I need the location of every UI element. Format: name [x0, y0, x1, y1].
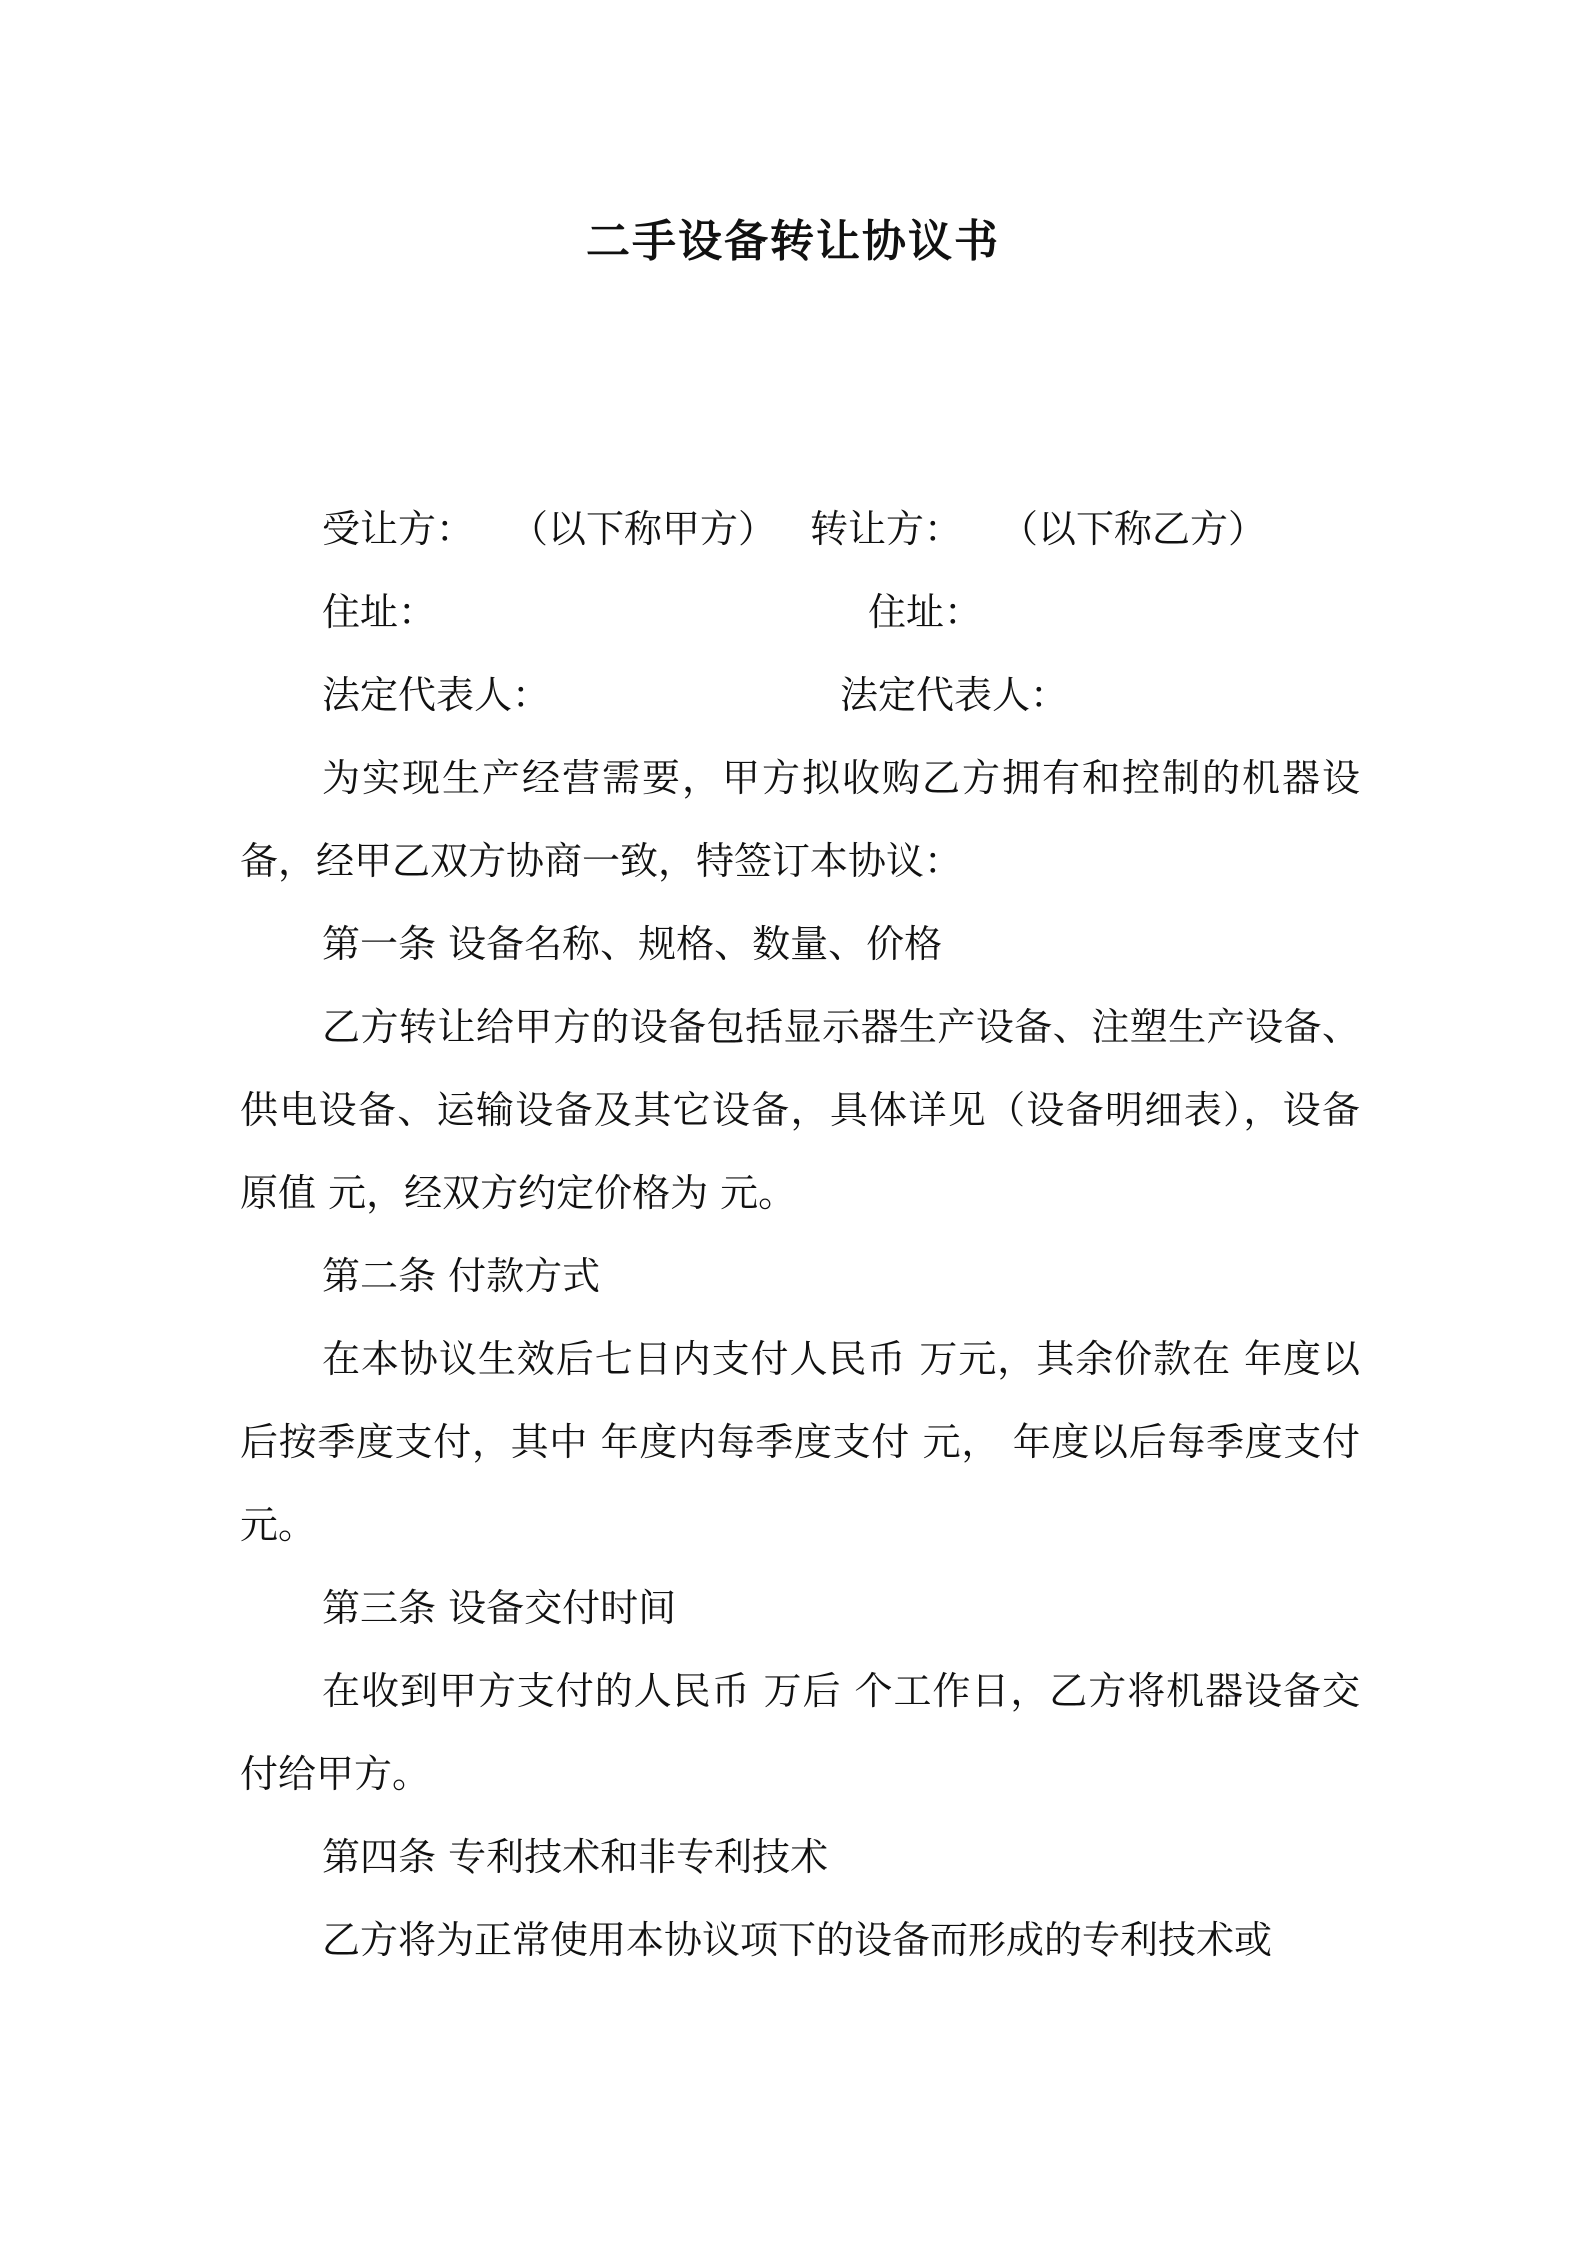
transferor-note: （以下称乙方） — [1000, 507, 1267, 551]
article-4-heading: 第四条 专利技术和非专利技术 — [322, 1835, 829, 1879]
article-2-heading: 第二条 付款方式 — [322, 1254, 601, 1298]
intro-paragraph: 为实现生产经营需要，甲方拟收购乙方拥有和控制的机器设备，经甲乙双方协商一致，特签订本协议： — [240, 756, 1360, 883]
article-3-heading: 第三条 设备交付时间 — [322, 1586, 677, 1630]
address-left-label: 住址： — [322, 590, 437, 634]
transferor-label: 转让方： — [810, 507, 963, 551]
parties-line — [240, 488, 1360, 571]
representative-left-label: 法定代表人： — [322, 673, 551, 717]
transferee-note: （以下称甲方） — [510, 507, 777, 551]
article-1-text: 乙方转让给甲方的设备包括显示器生产设备、注塑生产设备、供电设备、运输设备及其它设备，具体详见（设备明细表），设备原值 元，经双方约定价格为 元。 — [240, 1005, 1360, 1215]
transferee-label: 受让方： — [322, 507, 475, 551]
representative-right-label: 法定代表人： — [840, 673, 1069, 717]
address-right-label: 住址： — [868, 590, 983, 634]
document-title: 二手设备转让协议书 — [586, 216, 1000, 267]
article-2-text: 在本协议生效后七日内支付人民币 万元，其余价款在 年度以后按季度支付，其中 年度内每季度支付 元， 年度以后每季度支付 元。 — [240, 1337, 1360, 1547]
article-3-text: 在收到甲方支付的人民币 万后 个工作日，乙方将机器设备交付给甲方。 — [240, 1669, 1360, 1796]
address-line — [240, 571, 1360, 654]
representative-line — [240, 654, 1360, 737]
document-body — [240, 488, 1360, 1982]
article-4-text: 乙方将为正常使用本协议项下的设备而形成的专利技术或 — [322, 1918, 1273, 1962]
article-1-heading: 第一条 设备名称、规格、数量、价格 — [322, 922, 943, 966]
